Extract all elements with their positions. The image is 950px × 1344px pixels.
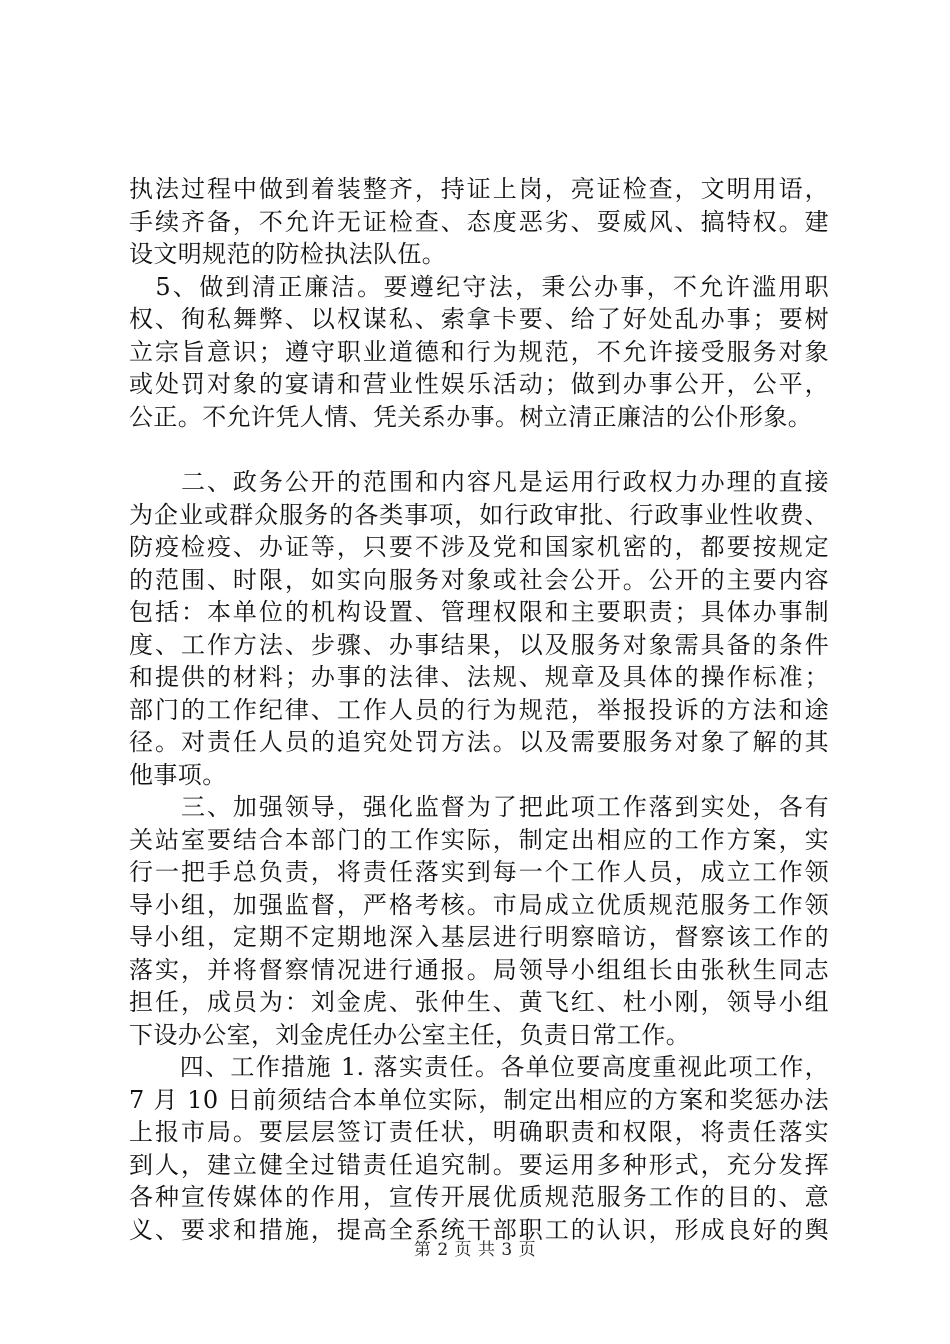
paragraph-2 <box>129 271 829 434</box>
text-line: 部门的工作纪律、工作人员的行为规范，举报投诉的方法和途 <box>129 695 829 724</box>
text-line: 5、做到清正廉洁。要遵纪守法，秉公办事，不允许滥用职 <box>129 272 829 301</box>
text-line: 导小组，加强监督，严格考核。市局成立优质规范服务工作领 <box>129 890 829 919</box>
text-line: 行一把手总负责，将责任落实到每一个工作人员，成立工作领 <box>129 858 829 886</box>
text-line: 义、要求和措施，提高全系统干部职工的认识，形成良好的舆 <box>129 1215 829 1244</box>
text-line: 下设办公室，刘金虎任办公室主任，负责日常工作。 <box>129 1020 691 1049</box>
text-line: 落实，并将督察情况进行通报。局领导小组组长由张秋生同志 <box>129 955 829 984</box>
text-line: 为企业或群众服务的各类事项，如行政审批、行政事业性收费、 <box>129 500 829 529</box>
page-number-footer: 第 2 页 共 3 页 <box>413 1240 537 1260</box>
text-line: 导小组，定期不定期地深入基层进行明察暗访，督察该工作的 <box>129 923 829 951</box>
text-line: 各种宣传媒体的作用，宣传开展优质规范服务工作的目的、意 <box>129 1183 829 1211</box>
paragraph-4 <box>129 791 829 1051</box>
text-line: 公正。不允许凭人情、凭关系办事。树立清正廉洁的公仆形象。 <box>129 402 813 431</box>
text-line: 径。对责任人员的追究处罚方法。以及需要服务对象了解的其 <box>129 728 829 756</box>
text-line: 包括：本单位的机构设置、管理权限和主要职责；具体办事制 <box>129 598 829 626</box>
text-line: 和提供的材料；办事的法律、法规、规章及具体的操作标准； <box>129 663 829 691</box>
text-line: 二、政务公开的范围和内容凡是运用行政权力办理的直接 <box>129 468 829 496</box>
text-line: 他事项。 <box>129 760 227 789</box>
text-line: 权、徇私舞弊、以权谋私、索拿卡要、给了好处乱办事；要树 <box>129 305 829 333</box>
text-line: 度、工作方法、步骤、办事结果，以及服务对象需具备的条件 <box>129 630 829 659</box>
document-body <box>129 173 829 1246</box>
paragraph-1 <box>129 173 829 271</box>
text-line: 防疫检疫、办证等，只要不涉及党和国家机密的，都要按规定 <box>129 533 829 561</box>
text-line: 7 月 10 日前须结合本单位实际，制定出相应的方案和奖惩办法 <box>129 1085 829 1114</box>
text-line: 的范围、时限，如实向服务对象或社会公开。公开的主要内容 <box>129 565 829 594</box>
text-line: 三、加强领导，强化监督为了把此项工作落到实处，各有 <box>129 793 829 821</box>
text-line: 执法过程中做到着装整齐，持证上岗，亮证检查，文明用语， <box>129 175 829 203</box>
text-line: 担任，成员为：刘金虎、张仲生、黄飞红、杜小刚，领导小组 <box>129 988 829 1016</box>
text-line: 上报市局。要层层签订责任状，明确职责和权限，将责任落实 <box>129 1118 829 1146</box>
text-line: 到人，建立健全过错责任追究制。要运用多种形式，充分发挥 <box>129 1150 829 1179</box>
paragraph-5 <box>129 1051 829 1246</box>
text-line: 立宗旨意识；遵守职业道德和行为规范，不允许接受服务对象 <box>129 337 829 366</box>
text-line: 手续齐备，不允许无证检查、态度恶劣、耍威风、搞特权。建 <box>129 207 829 236</box>
paragraph-3 <box>129 466 829 791</box>
text-line: 或处罚对象的宴请和营业性娱乐活动；做到办事公开，公平， <box>129 370 829 398</box>
text-line: 关站室要结合本部门的工作实际，制定出相应的工作方案，实 <box>129 825 829 854</box>
text-line: 设文明规范的防检执法队伍。 <box>129 240 447 268</box>
paragraph-spacer <box>129 433 829 466</box>
text-line: 四、工作措施 1. 落实责任。各单位要高度重视此项工作， <box>129 1053 829 1081</box>
